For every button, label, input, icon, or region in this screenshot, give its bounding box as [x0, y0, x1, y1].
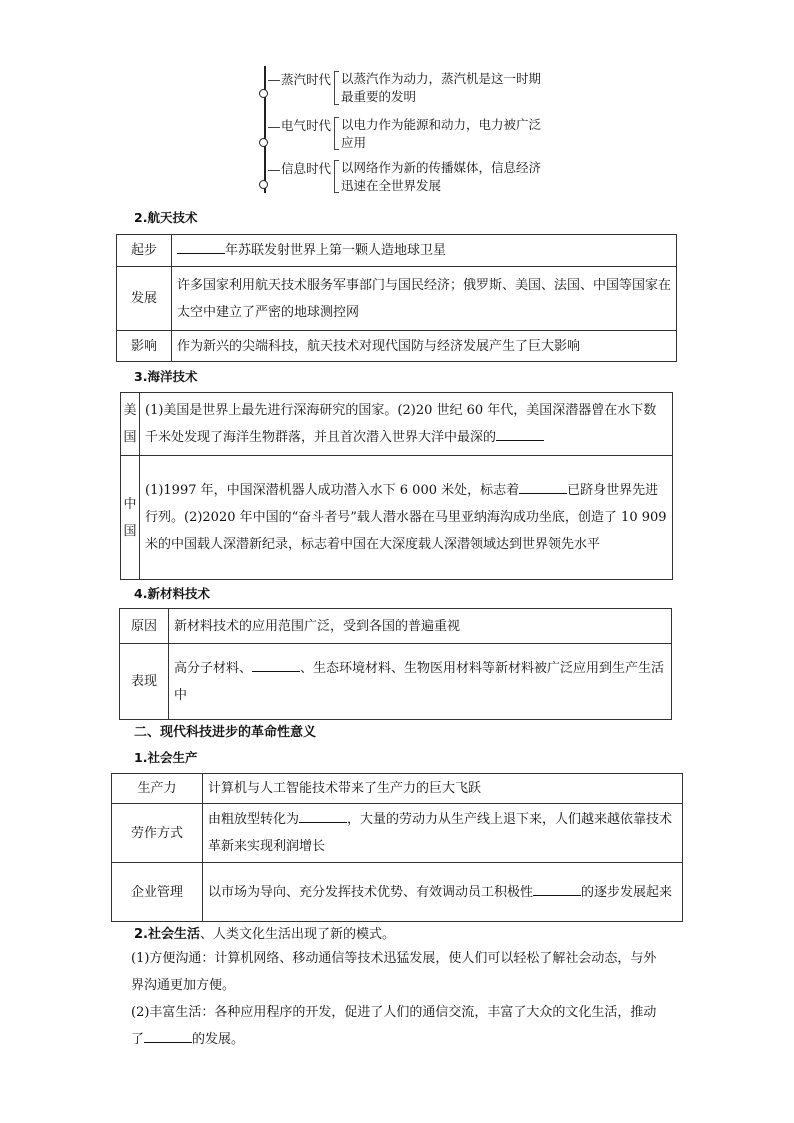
- production-table: [111, 773, 683, 922]
- row-content: [140, 456, 673, 580]
- timeline-era: 信息时代: [281, 161, 332, 176]
- fill-blank[interactable]: [144, 1028, 192, 1043]
- timeline-bracket: [334, 71, 339, 105]
- timeline-node: [259, 89, 268, 98]
- timeline-era: 电气时代: [281, 118, 332, 133]
- row-text: 高分子材料、: [174, 660, 253, 676]
- row-label: 表现: [120, 644, 169, 720]
- section-heading: 2.航天技术: [134, 210, 198, 225]
- row-text: 计算机与人工智能技术带来了生产力的巨大飞跃: [203, 774, 683, 804]
- row-label: 中国: [121, 456, 140, 580]
- row-text: ，大量的劳动力从生产线上退下来，人们越来越依靠技术革新来实现利润增长: [208, 812, 673, 854]
- row-label: 生产力: [112, 774, 203, 804]
- timeline-bracket: [334, 117, 339, 150]
- fill-blank[interactable]: [252, 657, 300, 672]
- row-text: (1)美国是世界上最先进行深海研究的国家。(2)20 世纪 60 年代，美国深潜器曾在水下数千米处发现了海洋生物群落，并且首次潜入世界大洋中最深的: [145, 403, 657, 445]
- row-label: 发展: [117, 267, 172, 331]
- row-content: [169, 644, 672, 720]
- para-text: 的发展。: [192, 1032, 245, 1047]
- timeline-line: [264, 66, 266, 193]
- row-label: 劳作方式: [112, 804, 203, 863]
- heading-bold: 2.社会生活: [134, 927, 200, 942]
- row-text: 的逐步发展起来: [581, 884, 673, 900]
- row-text: 许多国家利用航天技术服务军事部门与国民经济；俄罗斯、美国、法国、中国等国家在太空中建立了严密的地球测控网: [172, 267, 677, 331]
- timeline-desc: 以蒸汽作为动力，蒸汽机是这一时期最重要的发明: [341, 71, 542, 104]
- section-heading: [134, 923, 395, 942]
- row-label: 企业管理: [112, 863, 203, 922]
- timeline-node: [259, 138, 268, 147]
- row-label: 起步: [117, 235, 172, 267]
- materials-table: [119, 608, 672, 720]
- timeline-node: [259, 180, 268, 189]
- section-heading: 1.社会生产: [134, 750, 198, 765]
- fill-blank[interactable]: [299, 808, 347, 823]
- fill-blank[interactable]: [519, 479, 567, 494]
- timeline-bracket: [334, 160, 339, 193]
- timeline-branch: [268, 127, 280, 128]
- timeline-desc: 以电力作为能源和动力，电力被广泛应用: [341, 117, 542, 150]
- timeline-branch: [268, 170, 280, 171]
- row-text: (1)1997 年，中国深潜机器人成功潜入水下 6 000 米处，标志着: [145, 483, 520, 498]
- row-label: 影响: [117, 331, 172, 362]
- paragraph: (1)方便沟通：计算机网络、移动通信等技术迅猛发展，使人们可以轻松了解社会动态，与外界沟通更加方便。: [131, 951, 657, 993]
- row-text: 作为新兴的尖端科技，航天技术对现代国防与经济发展产生了巨大影响: [172, 331, 677, 362]
- row-content: [203, 804, 683, 863]
- row-text: 由粗放型转化为: [208, 812, 300, 827]
- row-label: 美国: [121, 393, 140, 456]
- fill-blank[interactable]: [496, 426, 544, 441]
- timeline-desc: 以网络作为新的传播媒体，信息经济迅速在全世界发展: [341, 160, 542, 193]
- paragraph: [131, 999, 661, 1053]
- row-content: [172, 235, 677, 267]
- row-text: 、生态环境材料、生物医用材料等新材料被广泛应用到生产生活中: [174, 660, 665, 703]
- section-heading: 4.新材料技术: [134, 586, 210, 601]
- part-title: 二、现代科技进步的革命性意义: [134, 725, 317, 740]
- row-text: 以市场为导向、充分发挥技术优势、有效调动员工积极性: [208, 884, 534, 900]
- row-label: 原因: [120, 609, 169, 644]
- row-text: 已跻身世界先进行列。(2)2020 年中国的“奋斗者号”载人潜水器在马里亚纳海沟成功坐底，创造了 10 909 米的中国载人深潜新纪录，标志着中国在大深度载人深潜领域达到世界领先水平: [145, 483, 667, 552]
- fill-blank[interactable]: [533, 881, 581, 896]
- fill-blank[interactable]: [177, 239, 225, 254]
- section-heading: 3.海洋技术: [134, 369, 198, 384]
- row-content: [140, 393, 673, 456]
- para-text: (2)丰富生活：各种应用程序的开发，促进了人们的通信交流，丰富了大众的文化生活，推动了: [131, 1005, 657, 1047]
- aerospace-table: [116, 234, 677, 362]
- row-text: 年苏联发射世界上第一颗人造地球卫星: [225, 243, 447, 258]
- timeline-era: 蒸汽时代: [281, 72, 332, 87]
- row-text: 新材料技术的应用范围广泛，受到各国的普遍重视: [169, 609, 672, 644]
- heading-tail: 、人类文化生活出现了新的模式。: [199, 927, 395, 942]
- row-content: [203, 863, 683, 922]
- ocean-table: [120, 392, 673, 580]
- timeline-branch: [268, 80, 280, 81]
